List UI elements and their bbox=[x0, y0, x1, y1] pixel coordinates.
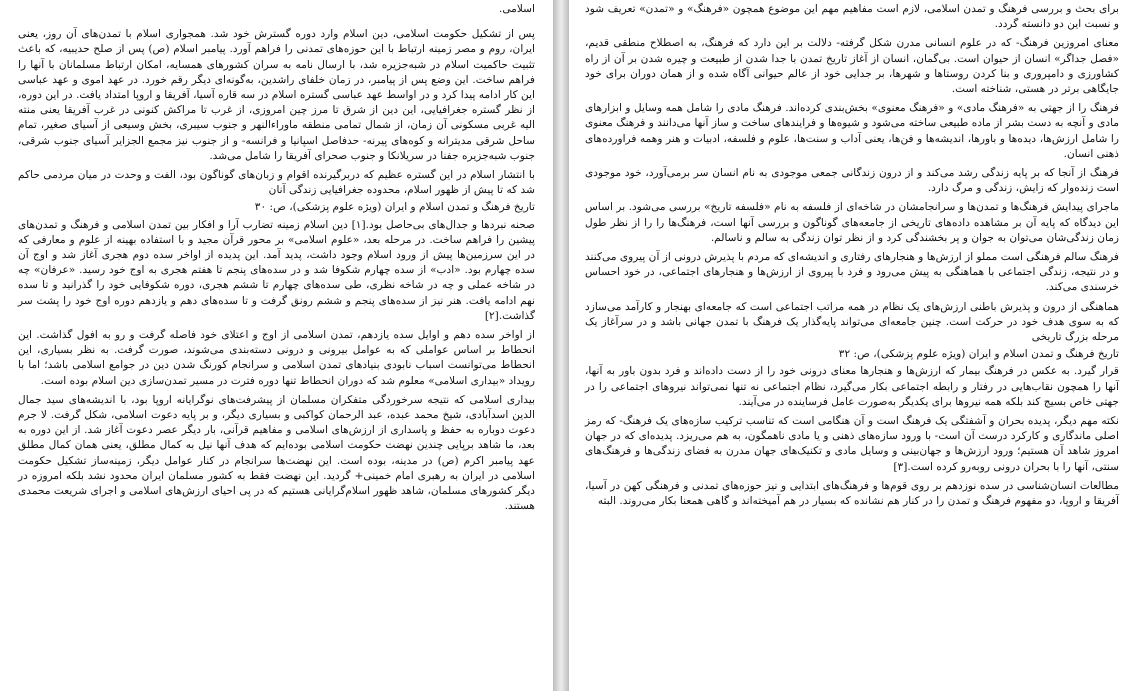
page-reference: تاریخ فرهنگ و تمدن اسلام و ایران (ویژه علوم پزشکی)، ص: ۳۰ bbox=[254, 201, 535, 214]
right-paragraph: معنای امروزین فرهنگ- که در علوم انسانی مدرن شکل گرفته- دلالت بر این دارد که فرهنگ، به اصطلاح منطقی قدیم، «فصل جداگر» انسان از حیوان است. بی‌گمان، انسان از آغاز تاریخ تمدن با جدا شدن از طبیعت و چیره شدن بر آن از راه کشاورزی و دامپروری و بنا کردن روستاها و شهرها، بر جدایی خود از عالم حیوانی آگاه شده و از همان دوران برای خود جایگاهی برتر در هستی، شناخته است. bbox=[585, 37, 1119, 96]
right-paragraph: فرهنگ سالم فرهنگی است مملو از ارزش‌ها و هنجارهای رفتاری و اندیشه‌ای که مردم با پذیرش درونی از آن پیروی می‌کنند و در نتیجه، زندگی اجتماعی با هماهنگی به پیش می‌رود و فرد با پیروی از ارزش‌ها و هنجارهای اجتماعی، در خود احساس خرسندی می‌کند. bbox=[585, 251, 1119, 294]
book-gutter bbox=[553, 0, 569, 691]
right-paragraph: برای بحث و بررسی فرهنگ و تمدن اسلامی، لازم است مفاهیم مهم این موضوع همچون «فرهنگ» و «تمدن» تعریف شود و نسبت این دو دانسته گردد. bbox=[585, 3, 1119, 31]
left-paragraph: از اواخر سده دهم و اوایل سده یازدهم، تمدن اسلامی از اوج و اعتلای خود فاصله گرفت و رو به افول گذاشت. این انحطاط بر اساس عواملی که به عوامل بیرونی و درونی دسته‌بندی می‌شوند، صورت گرفت. به نظر بسیاری، این انحطاط می‌توانست اسباب نابودی بنیادهای تمدن اسلامی و سرانجام کورنگ شدن دین در جوامع اسلامی باشد؛ اما با رویداد «بیداری اسلامی» معلوم شد که دوران انحطاط تنها دوره فترت در مسیر تمدن‌سازی دین اسلام بوده است. bbox=[18, 329, 535, 387]
right-paragraph: فرهنگ از آنجا که بر پایه زندگی رشد می‌کند و از درون زندگانی جمعی موجودی به نام انسان سر برمی‌آورد، خود موجودی است زنده‌وار که زایش، زندگی و مرگ دارد. bbox=[585, 167, 1119, 195]
right-paragraph: هماهنگی از درون و پذیرش باطنی ارزش‌های یک نظام در همه مراتب اجتماعی است که جامعه‌ای بهنجار و کارآمد می‌سازد که به سوی هدف خود در حرکت است. چنین جامعه‌ای می‌تواند پایه‌گذار یک فرهنگ با تمدن جهانی باشد و در سرآغاز یک مرحله بزرگ تاریخی bbox=[585, 300, 1119, 344]
right-paragraph: فرهنگ را از جهتی به «فرهنگ مادی» و «فرهنگ معنوی» بخش‌بندی کرده‌اند. فرهنگ مادی را شامل همه وسایل و ابزارهای مادی و آنچه به دست بشر از ماده طبیعی ساخته می‌شود و شیوه‌ها و فرایندهای ساخت و ساز آنها می‌دانند و فرهنگ معنوی را شامل ارزش‌ها، دیده‌ها و باورها، اندیشه‌ها و فن‌ها، یعنی آداب و سنت‌ها، علوم و فلسفه، ادبیات و هنر وهمه فراورده‌های ذهنی انسان. bbox=[585, 102, 1119, 160]
right-paragraph: نکته مهم دیگر، پدیده بحران و آشفتگی یک فرهنگ است و آن هنگامی است که تناسب ترکیب سازه‌های یک فرهنگ- که رمز اصلی ماندگاری و کارکرد درست آن است- با ورود سازه‌های ذهنی و یا مادی ناهمگون، به هم می‌ریزد. پدیده‌ای که در جهان امروز شاهد آن هستیم؛ ورود ارزش‌ها و جهان‌بینی و وسایل مادی و تکنیک‌های جهان مدرن به فضای زندگی‌ها و فرهنگ‌های سنتی، آنها را با بحران درونی روبه‌رو کرده است.[۳] bbox=[585, 415, 1119, 473]
right-paragraph: ماجرای پیدایش فرهنگ‌ها و تمدن‌ها و سرانجامشان در شاخه‌ای از فلسفه به نام «فلسفه تاریخ» بررسی می‌شود. بر اساس این دیدگاه که پایه آن بر مشاهده داده‌های تاریخی از جامعه‌های گوناگون و بررسی آنها است، فرهنگ‌ها را را از نظر طول زمان زندگی‌شان می‌توان به جوان و پر بخشندگی کرد و از نظر توان زندگی به سالم و ناسالم. bbox=[585, 201, 1119, 244]
right-paragraph: قرار گیرد. به عکس در فرهنگ بیمار که ارزش‌ها و هنجارها معنای درونی خود را از دست داده‌اند و فرد بدون باور به آنها، آنها را همچون نقاب‌هایی در رفتار و رابطه اجتماعی بکار می‌گیرد، نظام اجتماعی نه تنها نمی‌تواند نیروهای اجتماعی را در جهتی خاص بسیج کند بلکه همه نیروها برای یکدیگر به‌صورت عامل فرساینده در می‌آیند. bbox=[585, 365, 1119, 408]
right-paragraph: مطالعات انسان‌شناسی در سده نوزدهم بر روی قوم‌ها و فرهنگ‌های ابتدایی و نیز حوزه‌های تمدنی و فرهنگی کهن در آسیا، آفریقا و اروپا، دو مفهوم فرهنگ و تمدن را در کنار هم نشانده که بسیار در هم آمیخته‌اند و گاهی همعنا بکار می‌روند. البته bbox=[585, 479, 1119, 508]
left-paragraph: پس از تشکیل حکومت اسلامی، دین اسلام وارد دوره گسترش خود شد. همجواری اسلام با تمدن‌های آن روز، یعنی ایران، روم و مصر زمینه ارتباط با این حوزه‌های تمدنی را فراهم آورد. پیامبر اسلام (ص) پس از صلح حدیبیه، که باعث تثبیت حاکمیت اسلام در شبه‌جزیره شد، با ارسال نامه به سران کشورهای همسایه، امکان ارتباط مسلمانان با آنها را فراهم ساخت. این وضع پس از پیامبر، در زمان خلفای راشدین، به‌گونه‌ای دیگر رقم خورد. در عهد اموی و عهد عباسی این کار ادامه پیدا کرد و در اواسط عهد عباسی گستره اسلام در سه قاره آسیا، آفریقا و اروپا امتداد یافت. در این دوره، از نظر گستره جغرافیایی، این دین از شرق تا مرز چین امروزی، از غرب تا مراکش کنونی در غرب آفریقا یعنی منته الیه غربی مسکونی آن زمان، از شمال تمامی منطقه ماوراءالنهر و جنوب سیبری، بخش وسیعی از آسیای صغیر، تمام ساحل شرقی مدیترانه و کوه‌های پیرنه- حدفاصل اسپانیا و فرانسه- و از جنوب نیز مجمع الجزایر آسیای جنوب شرقی، جنوب شبه‌جزیره جفنا در سریلانکا و جنوب صحرای آفریقا را شامل می‌شد. bbox=[18, 28, 535, 162]
left-paragraph: صحنه نبردها و جدال‌های بی‌حاصل بود.[۱] دین اسلام زمینه تضارب آرا و افکار بین تمدن اسلامی و فرهنگ و تمدن‌های پیشین را فراهم ساخت. در مرحله بعد، «علوم اسلامی» بر محور قرآن مجید و با استفاده بهینه از علوم و معارفی که در این سرزمین‌ها پیش از ورود اسلام وجود داشت، پدید آمد. این پدیده از اواخر سده دوم هجری آغاز شد و اوج آن سده چهارم بود. «ادب» از سده چهارم شکوفا شد و در سده‌های پنجم تا هفتم هجری به اوج خود رسید. «عرفان» چه در شاخه عملی و چه در شاخه نظری، طی سده‌های چهارم تا ششم هجری، دوره شکوفایی خود را گذرانید و تا سده نهم ادامه یافت. هنر نیز از سده‌های پنجم و ششم رونق گرفت و تا سده‌های دهم و یازدهم دوره اوج خود را پشت سر گذاشت.[۲] bbox=[18, 218, 535, 322]
left-paragraph: اسلامی. bbox=[498, 3, 535, 15]
left-page bbox=[0, 0, 553, 691]
left-paragraph: بیداری اسلامی که نتیجه سرخوردگی متفکران مسلمان از پیشرفت‌های نوگرایانه اروپا بود، با اندیشه‌های سید جمال الدین اسدآبادی، شیخ محمد عبده، عبد الرحمان کواکبی و بسیاری دیگر، و بر پایه دعوت اسلامی، شکل گرفت. لا جرم دعوت دوباره به حفظ و پاسداری از ارزش‌های اسلامی و مفاهیم قرآنی، بار دیگر عصر دعوت آغاز شد. از این دوره به بعد، ما شاهد برپایی چندین نهضت حکومت اسلامی بوده‌ایم که هدف آنها نیل به کمال مطلق، یعنی همان کمال مطلق عهد پیامبر اکرم (ص) در مدینه، بوده است. این نهضت‌ها سرانجام در کنار عوامل دیگر، زمینه‌ساز تشکیل حکومت اسلامی در ایران به رهبری امام خمینی+ گردید. این نهضت فقط به کشور مسلمان ایران محدود نشد بلکه امروزه در دیگر کشورهای مسلمان، شاهد ظهور اسلام‌گرایانی هستیم که در پی احیای ارزش‌های اسلامی و اجرای شریعت محمدی هستند. bbox=[18, 393, 535, 513]
left-paragraph: با انتشار اسلام در این گستره عظیم که دربرگیرنده اقوام و زبان‌های گوناگون بود، الفت و وحدت در میان مردمی حاکم شد که تا پیش از ظهور اسلام، محدوده جغرافیایی زندگی آنان bbox=[18, 169, 535, 197]
page-reference: تاریخ فرهنگ و تمدن اسلام و ایران (ویژه علوم پزشکی)، ص: ۳۲ bbox=[838, 348, 1119, 361]
right-page bbox=[569, 0, 1137, 691]
